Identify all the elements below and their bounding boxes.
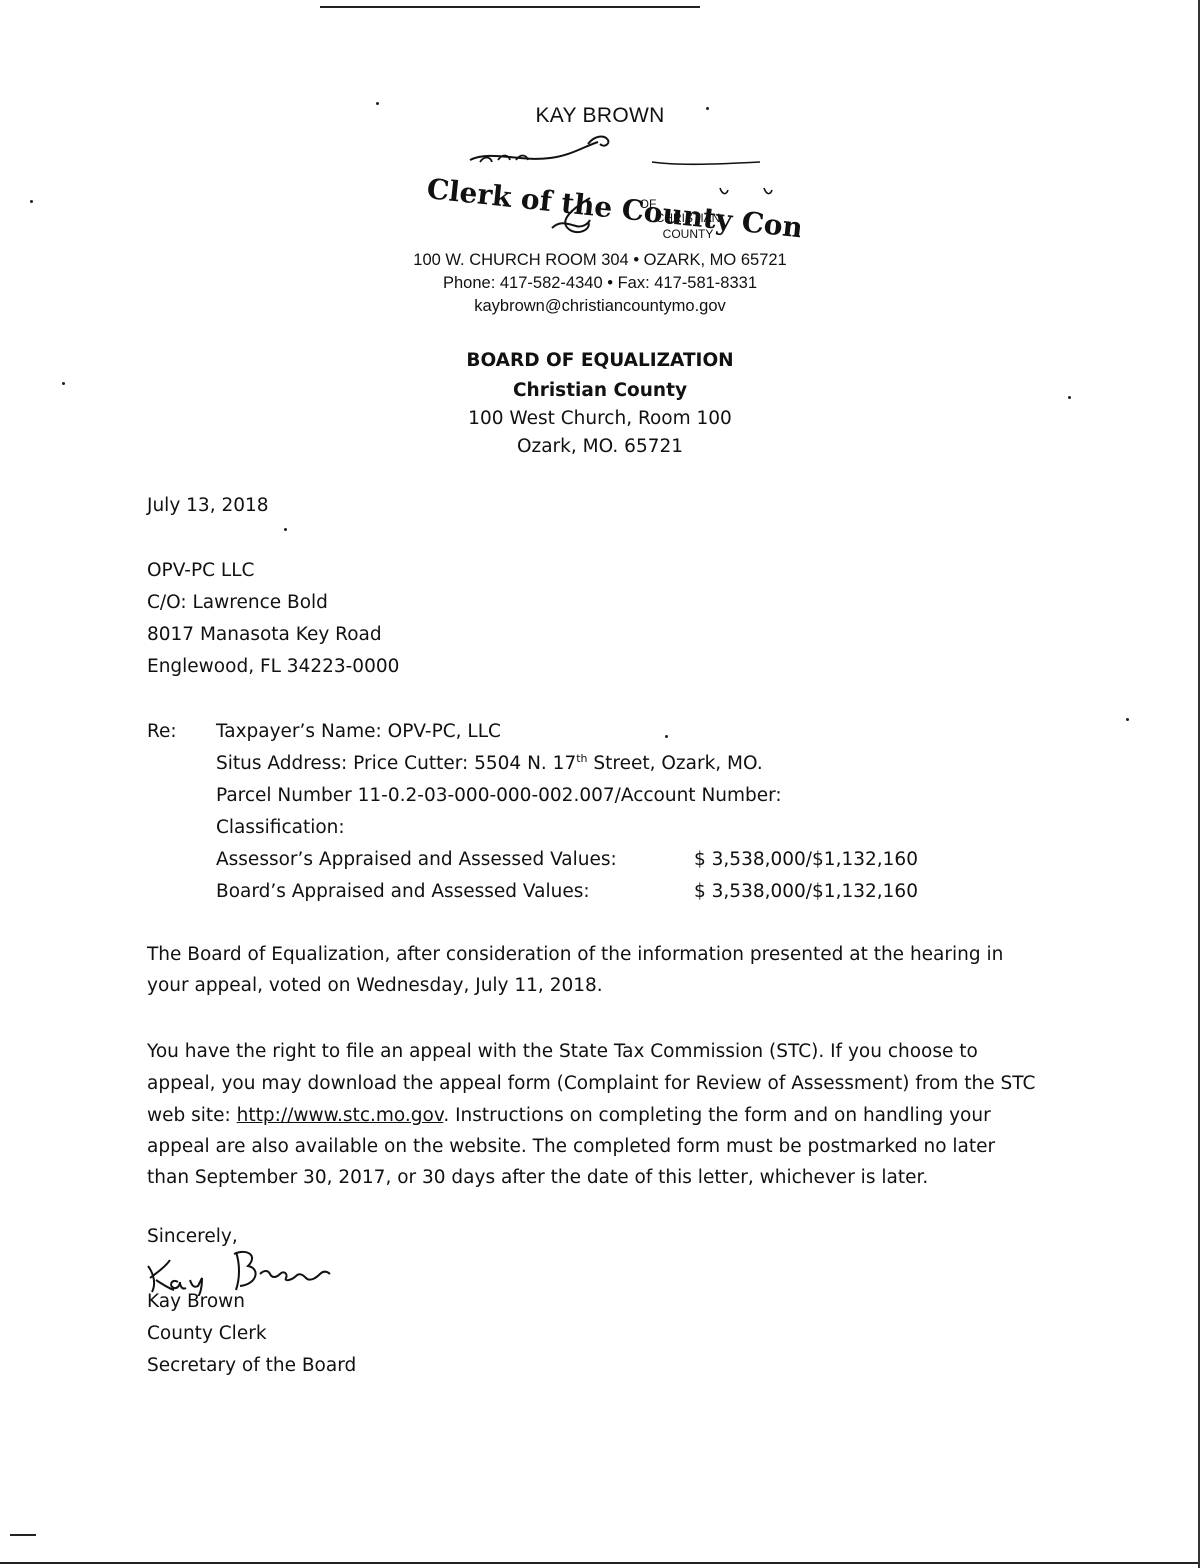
situs-text-end: Street, Ozark, MO.	[587, 753, 763, 774]
paragraph1-line: The Board of Equalization, after consideration of the information presented at the hearing in	[147, 944, 1004, 965]
paragraph2-line: than September 30, 2017, or 30 days after the date of this letter, whichever is later.	[147, 1167, 929, 1188]
re-situs-address	[216, 748, 763, 780]
re-assessor-label: Assessor’s Appraised and Assessed Values:	[216, 849, 617, 870]
recipient-company: OPV-PC LLC	[147, 560, 255, 581]
scan-speck	[284, 528, 287, 531]
scan-speck	[30, 200, 33, 203]
stc-website-link[interactable]: http://www.stc.mo.gov	[236, 1105, 444, 1126]
situs-superscript: th	[576, 751, 588, 765]
recipient-street: 8017 Manasota Key Road	[147, 624, 382, 645]
situs-text: Situs Address: Price Cutter: 5504 N. 17	[216, 753, 577, 774]
letterhead-name: KAY BROWN	[535, 104, 665, 127]
letter-date: July 13, 2018	[147, 495, 269, 516]
closing-salutation: Sincerely,	[147, 1226, 238, 1247]
closing-title-clerk: County Clerk	[147, 1323, 267, 1344]
paragraph2-line-with-link	[147, 1100, 1047, 1132]
letterhead-email: kaybrown@christiancountymo.gov	[474, 297, 726, 315]
re-parcel: Parcel Number 11-0.2-03-000-000-002.007/Account Number:	[216, 785, 782, 806]
scan-edge-top	[320, 6, 700, 8]
recipient-city: Englewood, FL 34223-0000	[147, 656, 400, 677]
letterhead-address: 100 W. CHURCH ROOM 304 • OZARK, MO 65721	[413, 251, 787, 269]
board-street: 100 West Church, Room 100	[468, 408, 732, 429]
board-county: Christian County	[512, 380, 688, 401]
logo-graphic	[420, 132, 800, 244]
county-commission-logo	[420, 132, 800, 244]
re-board-label: Board’s Appraised and Assessed Values:	[216, 881, 590, 902]
logo-of: OF	[639, 197, 657, 211]
scan-mark	[10, 1534, 36, 1536]
paragraph2-text: . Instructions on completing the form and on handling your	[443, 1105, 991, 1126]
re-classification: Classification:	[216, 817, 345, 838]
paragraph2-line: appeal, you may download the appeal form (Complaint for Review of Assessment) from the STC	[147, 1073, 1036, 1094]
letterhead-phone-fax: Phone: 417-582-4340 • Fax: 417-581-8331	[442, 274, 757, 292]
paragraph2-line: appeal are also available on the website. The completed form must be postmarked no later	[147, 1136, 996, 1157]
scan-edge-bottom	[0, 1562, 1200, 1564]
paragraph2-line: You have the right to file an appeal with the State Tax Commission (STC). If you choose to	[147, 1041, 978, 1062]
board-title: BOARD OF EQUALIZATION	[466, 350, 734, 371]
re-taxpayer: Taxpayer’s Name: OPV-PC, LLC	[216, 721, 501, 742]
re-board-value: $ 3,538,000/$1,132,160	[694, 881, 918, 902]
scan-speck	[1126, 718, 1129, 721]
re-label: Re:	[147, 721, 177, 742]
board-city: Ozark, MO. 65721	[516, 436, 684, 457]
re-assessor-value: $ 3,538,000/$1,132,160	[694, 849, 918, 870]
logo-wordmark-left: Clerk of the County Commission	[425, 172, 800, 244]
logo-christian: CHRISTIAN	[655, 211, 721, 225]
paragraph2-text: web site:	[147, 1105, 237, 1126]
closing-name: Kay Brown	[147, 1291, 246, 1312]
recipient-care-of: C/O: Lawrence Bold	[147, 592, 328, 613]
logo-county: COUNTY	[662, 227, 714, 241]
scan-speck	[665, 735, 668, 738]
paragraph1-line: your appeal, voted on Wednesday, July 11, 2018.	[147, 975, 603, 996]
closing-title-secretary: Secretary of the Board	[147, 1355, 357, 1376]
